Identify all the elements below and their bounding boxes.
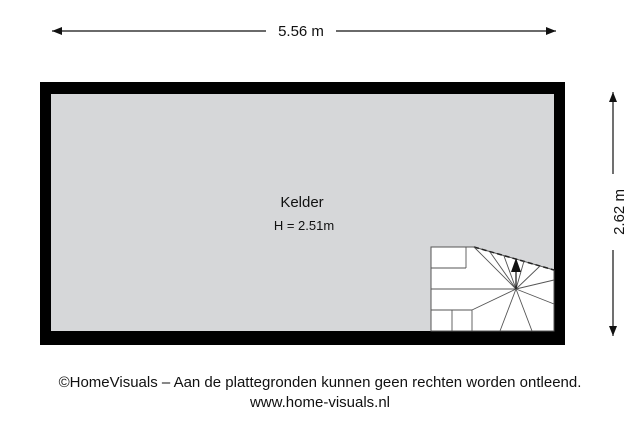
height-dimension-label: 2.62 m — [611, 189, 628, 235]
room-name-label: Kelder — [280, 194, 324, 211]
height-dimension — [609, 92, 628, 336]
room-height-label: H = 2.51m — [273, 218, 335, 233]
height-arrow-top-icon — [609, 92, 617, 102]
width-dimension-label: 5.56 m — [278, 23, 324, 40]
width-arrow-left-icon — [52, 27, 62, 35]
copyright-notice: ©HomeVisuals – Aan de plattegronden kunnen geen rechten worden ontleend. — [58, 374, 582, 391]
width-dimension — [52, 23, 556, 40]
height-arrow-bottom-icon — [609, 326, 617, 336]
website-link[interactable]: www.home-visuals.nl — [249, 394, 391, 411]
width-arrow-right-icon — [546, 27, 556, 35]
